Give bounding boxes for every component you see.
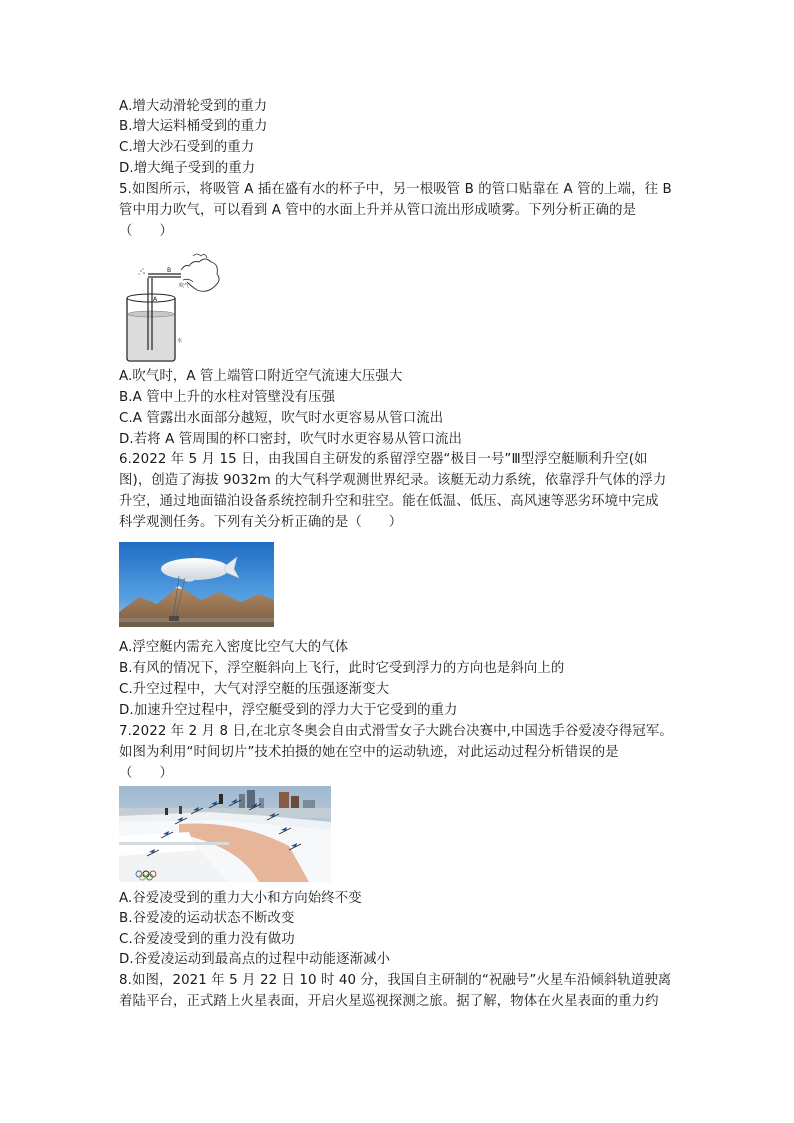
airship-photo — [119, 542, 274, 627]
q5-stem-line-1: 5.如图所示，将吸管 A 插在盛有水的杯子中，另一根吸管 B 的管口贴靠在 A 管的上端，往 B — [119, 182, 672, 197]
ski-jump-photo — [119, 786, 331, 882]
q7-stem-line-1: 7.2022 年 2 月 8 日,在北京冬奥会自由式滑雪女子大跳台决赛中,中国选手谷爱凌夺得冠军。 — [119, 724, 673, 739]
q8-stem-line-1: 8.如图，2021 年 5 月 22 日 10 时 40 分，我国自主研制的“祝融号”火星车沿倾斜轨道驶离 — [119, 973, 672, 988]
q5-option-b: B.A 管中上升的水柱对管壁没有压强 — [119, 390, 336, 405]
q5-stem-line-3: （ ） — [119, 224, 173, 239]
label-water: 水 — [177, 338, 183, 344]
label-blow: 吹气 — [179, 283, 190, 289]
q4-option-c: C.增大沙石受到的重力 — [119, 140, 255, 155]
q4-option-b: B.增大运料桶受到的重力 — [119, 119, 268, 134]
q6-option-c: C.升空过程中，大气对浮空艇的压强逐渐变大 — [119, 682, 390, 697]
q7-option-a: A.谷爱凌受到的重力大小和方向始终不变 — [119, 891, 362, 906]
q7-option-b: B.谷爱凌的运动状态不断改变 — [119, 911, 295, 926]
q8-stem-line-2: 着陆平台，正式踏上火星表面，开启火星巡视探测之旅。据了解，物体在火星表面的重力约 — [119, 994, 659, 1009]
q4-option-d: D.增大绳子受到的重力 — [119, 161, 256, 176]
q6-stem-line-4: 科学观测任务。下列有关分析正确的是（ ） — [119, 515, 403, 530]
q6-stem-line-1: 6.2022 年 5 月 15 日，由我国自主研发的系留浮空器“极目一号”Ⅲ型浮空艇顺利升空(如 — [119, 452, 648, 467]
q5-option-c: C.A 管露出水面部分越短，吹气时水更容易从管口流出 — [119, 411, 444, 426]
q7-stem-line-3: （ ） — [119, 766, 173, 781]
label-a: A — [153, 296, 158, 303]
q7-option-c: C.谷爱凌受到的重力没有做功 — [119, 932, 295, 947]
straw-beaker-figure — [119, 250, 229, 362]
label-b: B — [167, 267, 172, 274]
q6-option-d: D.加速升空过程中，浮空艇受到的浮力大于它受到的重力 — [119, 703, 458, 718]
q7-option-d: D.谷爱凌运动到最高点的过程中动能逐渐减小 — [119, 952, 391, 967]
q5-option-d: D.若将 A 管周围的杯口密封，吹气时水更容易从管口流出 — [119, 432, 463, 447]
q6-option-a: A.浮空艇内需充入密度比空气大的气体 — [119, 640, 349, 655]
q5-option-a: A.吹气时，A 管上端管口附近空气流速大压强大 — [119, 369, 403, 384]
q6-stem-line-3: 升空，通过地面锚泊设备系统控制升空和驻空。能在低温、低压、高风速等恶劣环境中完成 — [119, 494, 659, 509]
q4-option-a: A.增大动滑轮受到的重力 — [119, 99, 268, 114]
q6-stem-line-2: 图)，创造了海拔 9032m 的大气科学观测世界纪录。该艇无动力系统，依靠浮升气体的浮力 — [119, 473, 667, 488]
q5-stem-line-2: 管中用力吹气，可以看到 A 管中的水面上升并从管口流出形成喷雾。下列分析正确的是 — [119, 203, 637, 218]
q7-stem-line-2: 如图为利用“时间切片”技术拍摄的她在空中的运动轨迹，对此运动过程分析错误的是 — [119, 745, 619, 760]
q6-option-b: B.有风的情况下，浮空艇斜向上飞行，此时它受到浮力的方向也是斜向上的 — [119, 661, 565, 676]
